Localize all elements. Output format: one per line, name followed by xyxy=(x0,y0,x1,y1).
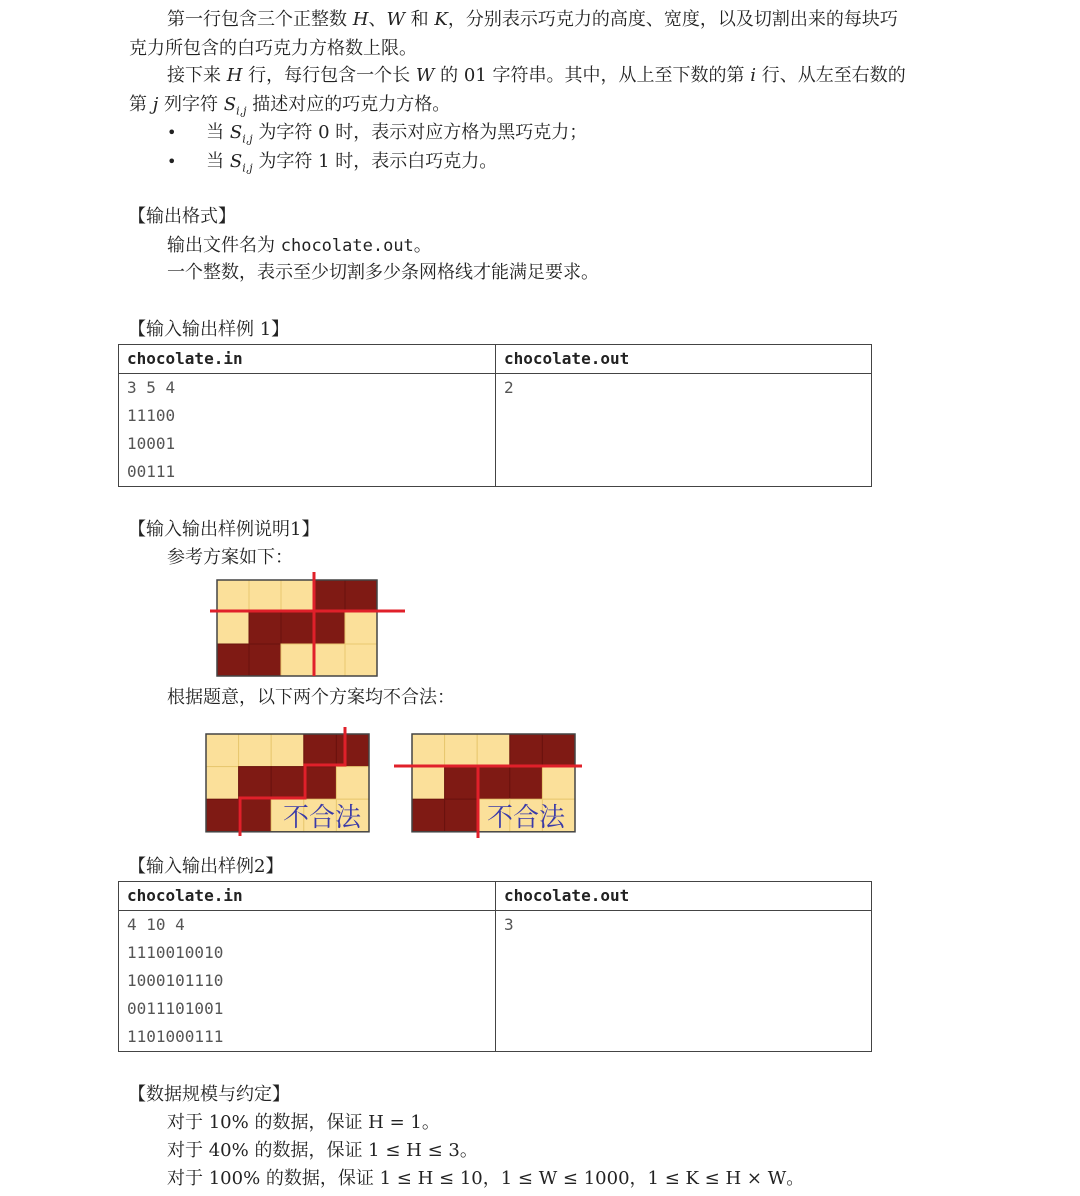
invalid-cut-diagram-1 xyxy=(200,722,380,840)
sample2-in-cell: 4 10 4 1110010010 1000101110 0011101001 1101000111 xyxy=(119,911,496,1052)
dark-chocolate-cell xyxy=(304,734,337,767)
dark-chocolate-cell xyxy=(304,767,337,800)
dark-chocolate-cell xyxy=(239,799,272,832)
dark-chocolate-cell xyxy=(336,734,369,767)
white-chocolate-cell xyxy=(477,734,510,767)
dark-chocolate-cell xyxy=(542,734,575,767)
valid-cut-diagram xyxy=(200,570,410,680)
explain1-line1: 参考方案如下： xyxy=(167,547,293,568)
constraints-line2: 对于 40% 的数据，保证 1 ≤ H ≤ 3。 xyxy=(167,1140,478,1161)
sample2-out-header: chocolate.out xyxy=(496,882,872,911)
white-chocolate-cell xyxy=(313,644,345,676)
sample2-out-cell: 3 xyxy=(496,911,872,1052)
bullet-icon: • xyxy=(167,152,177,171)
white-chocolate-cell xyxy=(542,767,575,800)
dark-chocolate-cell xyxy=(239,767,272,800)
explain1-line2: 根据题意，以下两个方案均不合法： xyxy=(167,687,455,708)
constraints-line1: 对于 10% 的数据，保证 H = 1。 xyxy=(167,1112,440,1133)
invalid-cut-diagram-2 xyxy=(390,722,590,840)
invalid-label: 不合法 xyxy=(282,803,362,833)
dark-chocolate-cell xyxy=(510,734,543,767)
dark-chocolate-cell xyxy=(445,767,478,800)
sample1-table xyxy=(118,344,872,487)
dark-chocolate-cell xyxy=(206,799,239,832)
dark-chocolate-cell xyxy=(412,799,445,832)
explain1-heading: 【输入输出样例说明1】 xyxy=(128,519,320,540)
sample2-heading: 【输入输出样例2】 xyxy=(128,856,284,877)
white-chocolate-cell xyxy=(217,580,249,612)
constraints-heading: 【数据规模与约定】 xyxy=(128,1084,290,1105)
dark-chocolate-cell xyxy=(313,612,345,644)
sample2-table xyxy=(118,881,872,1052)
bullet-item-1: • 当 $S_{i,j}$ 为字符 0 时，表示对应方格为黑巧克力； xyxy=(167,122,588,146)
white-chocolate-cell xyxy=(239,734,272,767)
input-format-para2: 接下来 H 行，每行包含一个长 W 的 01 字符串。其中，从上至下数的第 i 行、从左至右数的 xyxy=(167,65,906,86)
white-chocolate-cell xyxy=(445,734,478,767)
white-chocolate-cell xyxy=(345,644,377,676)
white-chocolate-cell xyxy=(345,612,377,644)
bullet-icon: • xyxy=(167,123,177,142)
sample1-out-header: chocolate.out xyxy=(496,345,872,374)
dark-chocolate-cell xyxy=(345,580,377,612)
input-format-para2-line2: 第 j 列字符 $S_{i,j}$ 描述对应的巧克力方格。 xyxy=(129,94,451,118)
dark-chocolate-cell xyxy=(477,767,510,800)
output-format-heading: 【输出格式】 xyxy=(128,206,236,227)
input-format-para1: 第一行包含三个正整数 H、W 和 K，分别表示巧克力的高度、宽度，以及切割出来的每块巧 xyxy=(167,9,898,30)
white-chocolate-cell xyxy=(217,612,249,644)
input-format-para1-line2: 克力所包含的白巧克力方格数上限。 xyxy=(129,38,417,59)
sample1-in-header: chocolate.in xyxy=(119,345,496,374)
constraints-line3: 对于 100% 的数据，保证 1 ≤ H ≤ 10，1 ≤ W ≤ 1000，1 ≤ K ≤ H × W。 xyxy=(167,1168,805,1189)
dark-chocolate-cell xyxy=(445,799,478,832)
white-chocolate-cell xyxy=(206,767,239,800)
dark-chocolate-cell xyxy=(249,612,281,644)
white-chocolate-cell xyxy=(412,767,445,800)
white-chocolate-cell xyxy=(206,734,239,767)
bullet-item-2: • 当 $S_{i,j}$ 为字符 1 时，表示白巧克力。 xyxy=(167,151,498,175)
dark-chocolate-cell xyxy=(281,612,313,644)
output-format-line2: 一个整数，表示至少切割多少条网格线才能满足要求。 xyxy=(167,262,599,283)
white-chocolate-cell xyxy=(249,580,281,612)
dark-chocolate-cell xyxy=(217,644,249,676)
white-chocolate-cell xyxy=(281,580,313,612)
dark-chocolate-cell xyxy=(313,580,345,612)
invalid-label: 不合法 xyxy=(486,803,566,833)
dark-chocolate-cell xyxy=(271,767,304,800)
white-chocolate-cell xyxy=(412,734,445,767)
sample1-in-cell: 3 5 4 11100 10001 00111 xyxy=(119,374,496,487)
white-chocolate-cell xyxy=(336,767,369,800)
white-chocolate-cell xyxy=(271,734,304,767)
dark-chocolate-cell xyxy=(510,767,543,800)
sample1-out-cell: 2 xyxy=(496,374,872,487)
white-chocolate-cell xyxy=(281,644,313,676)
dark-chocolate-cell xyxy=(249,644,281,676)
sample1-heading: 【输入输出样例 1】 xyxy=(128,319,290,340)
sample2-in-header: chocolate.in xyxy=(119,882,496,911)
output-format-line1: 输出文件名为 chocolate.out。 xyxy=(167,235,432,256)
